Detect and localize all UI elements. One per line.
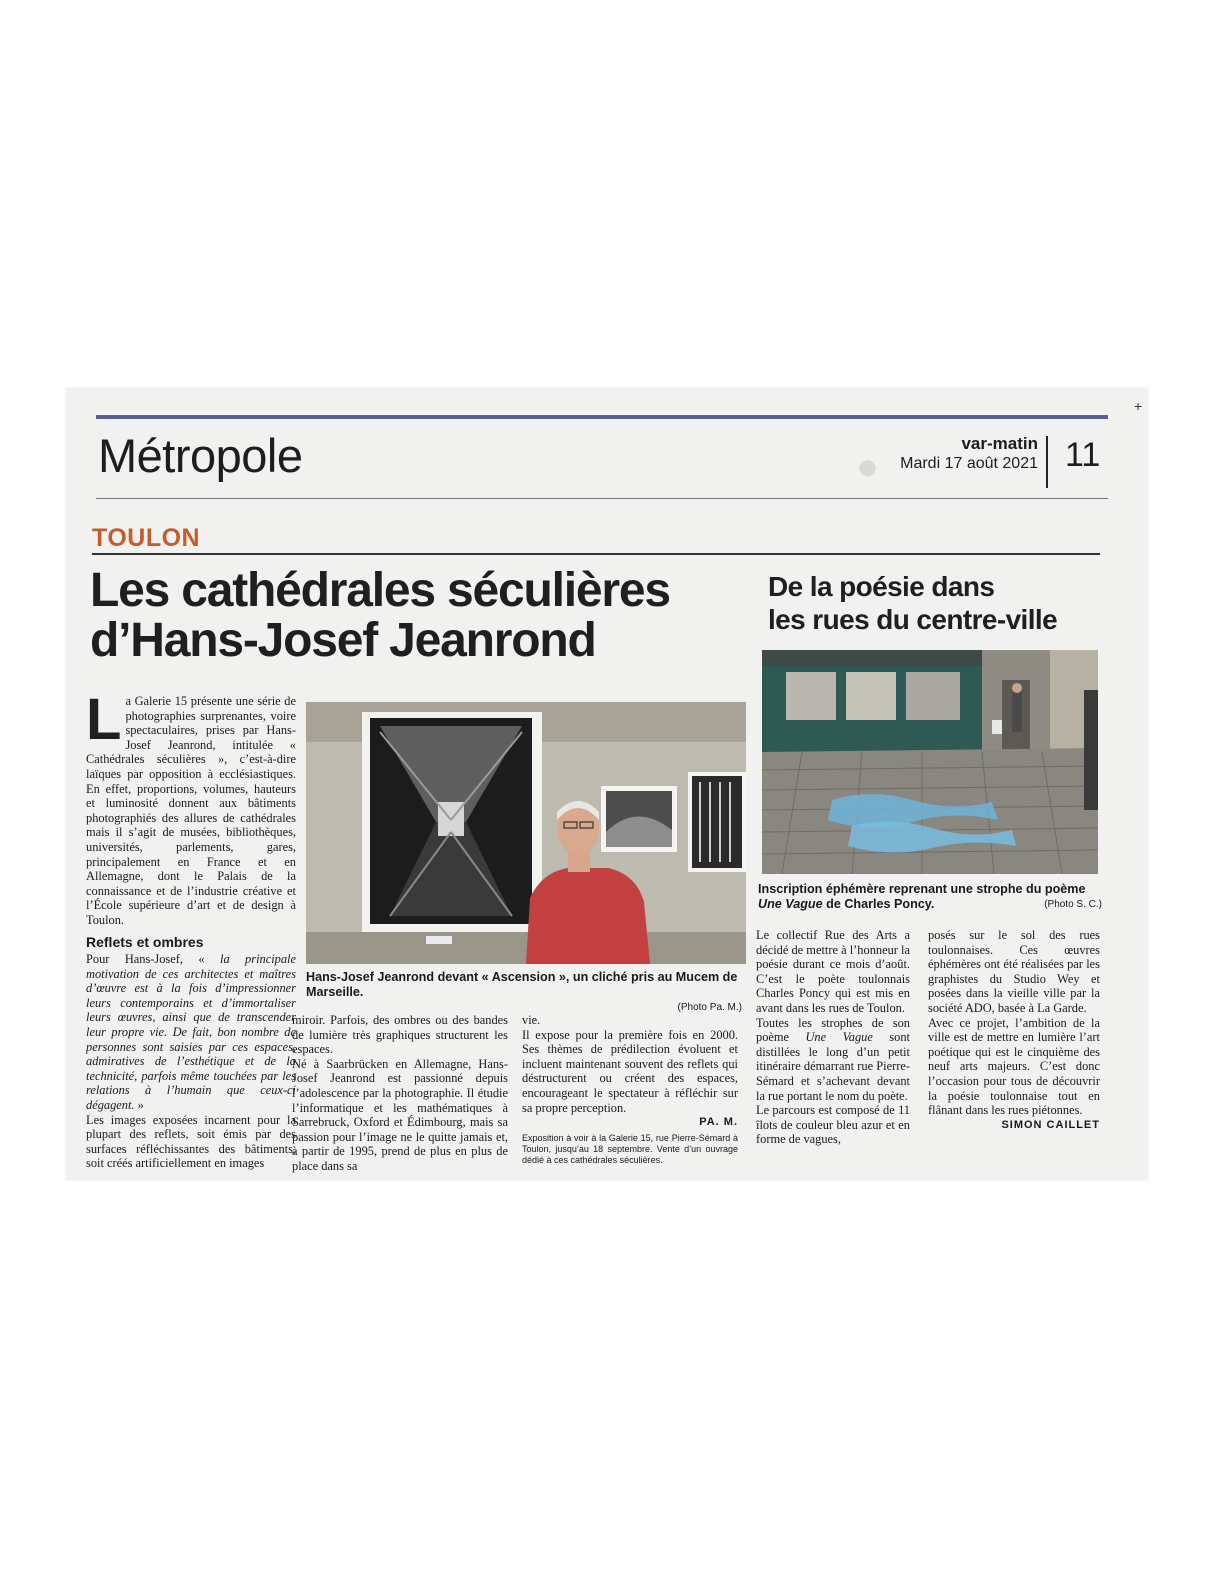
gallery-photo xyxy=(306,702,746,964)
article2-signature: SIMON CAILLET xyxy=(1001,1118,1100,1131)
kicker-rule xyxy=(92,553,1100,555)
article1-column3 xyxy=(522,1013,738,1166)
article1-col2-para1: miroir. Parfois, des ombres ou des bandes de lumière très graphiques structurent les espaces. xyxy=(292,1013,508,1057)
masthead xyxy=(900,434,1038,473)
article1-headline xyxy=(90,566,750,666)
street-photo-caption: Inscription éphémère reprenant une strophe du poème Une Vague de Charles Poncy. (Photo S. C.) xyxy=(758,882,1102,911)
photo-artist-in-gallery xyxy=(306,702,746,964)
top-color-bar xyxy=(96,415,1108,419)
article1-col2-para2: Né à Saarbrücken en Allemagne, Hans-Josef Jeanrond est passionné depuis l’adolescence par la photographie. Il étudie l’informatique et les mathématiques à Sarrebruck, Oxford et Édimbourg, mais sa passion pour l’image ne le quitte jamais et, à partir de 1995, prend de plus en plus de place dans sa xyxy=(292,1056,508,1173)
page-number: 11 xyxy=(1065,436,1101,474)
street-photo-credit: (Photo S. C.) xyxy=(1044,899,1102,910)
headline-line1: Les cathédrales séculières xyxy=(90,564,670,617)
article1-col3-para1: vie. xyxy=(522,1013,541,1027)
article1-para3: Les images exposées incarnent pour la plupart des reflets, soit émis par des surfaces réfléchissantes des bâtiments, soit créés artificiellement en images xyxy=(86,1112,296,1171)
article1-signature: PA. M. xyxy=(699,1116,738,1129)
article2-col2-para2: Avec ce projet, l’ambition de la ville est de mettre en lumière l’art poétique qui est le cinquième des neuf arts majeurs. C’est donc l’occasion pour tous de découvrir la poésie toulonnaise tout en flânant dans les rues piétonnes. xyxy=(928,1015,1100,1118)
article2-column1 xyxy=(756,928,910,1147)
article2-column2 xyxy=(928,928,1100,1132)
article2-col1-para3: Le parcours est composé de 11 îlots de couleur bleu azur et en forme de vagues, xyxy=(756,1103,910,1147)
photo-credit: (Photo Pa. M.) xyxy=(677,1002,742,1013)
newspaper-page xyxy=(66,388,1148,1180)
header-rule xyxy=(96,498,1108,499)
article1-col3-para2: Il expose pour la première fois en 2000. Ses thèmes de prédilection évoluent et incluent maintenant souvent des reflets qui déstructurent ou créent des espaces, encourageant le spectateur à réfléchir sur sa propre perception. xyxy=(522,1027,738,1115)
crop-mark: + xyxy=(1134,398,1143,414)
newspaper-name: var-matin xyxy=(961,434,1038,453)
photo-street-poem xyxy=(762,650,1098,874)
article2-col1-para1: Le collectif Rue des Arts a décidé de mettre à l’honneur la poésie durant ce mois d’août. C’est le poète toulonnais Charles Poncy qui est mis en avant dans les rues de Toulon. xyxy=(756,928,910,1015)
article1-column1 xyxy=(86,687,296,1171)
headline-line2: d’Hans-Josef Jeanrond xyxy=(90,614,596,667)
article2-col1-para2: Toutes les strophes de son poème Une Vague sont distillées le long d’un petit itinéraire démarrant rue Pierre-Sémard et s’achevant devant la rue portant le nom du poète. xyxy=(756,1015,910,1103)
dropcap: L xyxy=(86,687,122,752)
article1-para2: Pour Hans-Josef, « la principale motivation de ces architectes et maîtres d’œuvre est à la fois d’impressionner leurs contemporains et d’immortaliser leurs œuvres, ainsi que de transcender leur propre vie. De fait, bon nombre de personnes sont saisies par ces espaces, admiratives de l’esthétique et de la technicité, parfois même touchées par les relations à l’humain que ceux-ci dégagent. » xyxy=(86,952,296,1113)
photo-caption: Hans-Josef Jeanrond devant « Ascension », un cliché pris au Mucem de Marseille. (Photo Pa. M.) xyxy=(306,970,742,1013)
headline2-line2: les rues du centre-ville xyxy=(768,604,1058,635)
section-title: Métropole xyxy=(98,429,303,482)
street-photo xyxy=(762,650,1098,874)
headline2-line1: De la poésie dans xyxy=(768,571,995,602)
article1-subhead: Reflets et ombres xyxy=(86,933,204,950)
article1-column2 xyxy=(292,1013,508,1174)
exhibition-info: Exposition à voir à la Galerie 15, rue Pierre-Sémard à Toulon, jusqu’au 18 septembre. Vente d’un ouvrage dédié à ces cathédrales séculières. xyxy=(522,1132,738,1165)
location-kicker: TOULON xyxy=(92,524,201,552)
bleed-through-shadow: ● xyxy=(856,446,879,488)
masthead-divider xyxy=(1046,436,1048,488)
issue-date: Mardi 17 août 2021 xyxy=(900,455,1038,472)
article1-para1: La Galerie 15 présente une série de photographies surprenantes, voire spectaculaires, prises par Hans-Josef Jeanrond, intitulée « Cathédrales séculières », c’est-à-dire laïques par opposition à ecclésiastiques. En effet, proportions, volumes, hauteurs et luminosité donnent aux bâtiments photographiés des allures de cathédrales mais il s’agit de musées, bibliothèques, universités, parlements, gares, principalement en France et en Allemagne, dont le Palais de la connaissance et de l’industrie créative et l’École supérieure d’art et de design à Toulon. xyxy=(86,687,296,927)
article2-col2-para1: posés sur le sol des rues toulonnaises. Ces œuvres éphémères ont été réalisées par les graphistes du Studio Wey et posées dans la vieille ville par la société ADO, basée à La Garde. xyxy=(928,928,1100,1015)
article2-headline xyxy=(768,570,1108,636)
